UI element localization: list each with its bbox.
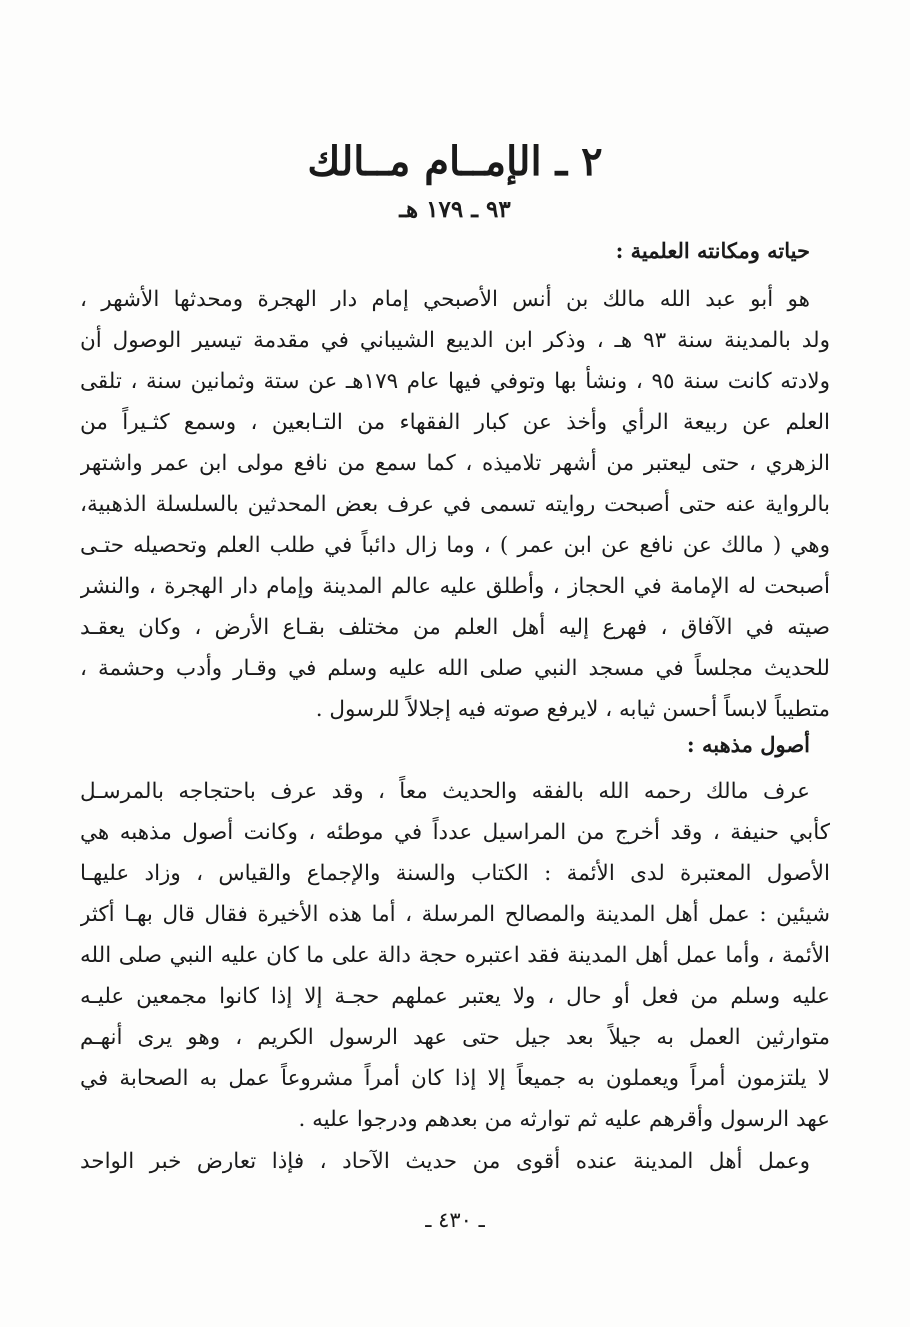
paragraph-line: للحديث مجلساً في مسجد النبي صلى الله عليه وسلم في وقـار وأدب وحشمة ، [80, 656, 830, 681]
paragraph-line: الأئمة ، وأما عمل أهل المدينة فقد اعتبره حجة دالة على ما كان عليه النبي صلى الله [80, 943, 830, 968]
paragraph-line: وهي ( مالك عن نافع عن ابن عمر ) ، وما زال دائباً في طلب العلم وتحصيله حتـى [80, 533, 830, 558]
paragraph-line: لا يلتزمون أمراً ويعملون به جميعاً إلا إذا كان أمراً مشروعاً عمل به الصحابة في [80, 1066, 830, 1091]
paragraph-line: صيته في الآفاق ، فهرع إليه أهل العلم من مختلف بقـاع الأرض ، وكان يعقـد [80, 615, 830, 640]
chapter-title: ٢ ـ الإمــام مــالك [307, 138, 603, 185]
chapter-dates: ٩٣ ـ ١٧٩ هـ [399, 196, 511, 223]
paragraph-line: عرف مالك رحمه الله بالفقه والحديث معاً ، وقد عرف باحتجاجه بالمرسـل [80, 779, 810, 804]
paragraph-line: عليه وسلم من فعل أو حال ، ولا يعتبر عملهم حجـة إلا إذا كانوا مجمعين عليـه [80, 984, 830, 1009]
paragraph-line: الأصول المعتبرة لدى الأئمة : الكتاب والسنة والإجماع والقياس ، وزاد عليهـا [80, 861, 830, 886]
paragraph-line: بالرواية عنه حتى أصبحت روايته تسمى في عرف بعض المحدثين بالسلسلة الذهبية، [80, 492, 830, 517]
page-number: ـ ٤٣٠ ـ [425, 1208, 485, 1232]
paragraph-line: الزهري ، حتى ليعتبر من أشهر تلاميذه ، كما سمع من نافع مولى ابن عمر واشتهر [80, 451, 830, 476]
paragraph-line: عهد الرسول وأقرهم عليه ثم توارثه من بعدهم ودرجوا عليه . [298, 1107, 830, 1132]
paragraph-line: العلم عن ربيعة الرأي وأخذ عن كبار الفقهاء من التـابعين ، وسمع كثـيراً من [80, 410, 830, 435]
paragraph-line: وعمل أهل المدينة عنده أقوى من حديث الآحاد ، فإذا تعارض خبر الواحد [80, 1149, 810, 1174]
paragraph-line: هو أبو عبد الله مالك بن أنس الأصبحي إمام دار الهجرة ومحدثها الأشهر ، [80, 287, 810, 312]
paragraph-line: ولد بالمدينة سنة ٩٣ هـ ، وذكر ابن الديبع الشيباني في مقدمة تيسير الوصول أن [80, 328, 830, 353]
paragraph-line: متطيباً لابساً أحسن ثيابه ، لايرفع صوته فيه إجلالاً للرسول . [315, 697, 830, 722]
paragraph-line: كأبي حنيفة ، وقد أخرج من المراسيل عدداً في موطئه ، وكانت أصول مذهبه هي [80, 820, 830, 845]
paragraph-line: ولادته كانت سنة ٩٥ ، ونشأ بها وتوفي فيها عام ١٧٩هـ عن ستة وثمانين سنة ، تلقى [80, 369, 830, 394]
section-heading-foundations: أصول مذهبه : [686, 732, 810, 757]
paragraph-line: متوارثين العمل به جيلاً بعد جيل حتى عهد الرسول الكريم ، وهو يرى أنهـم [80, 1025, 830, 1050]
section-heading-life: حياته ومكانته العلمية : [615, 238, 810, 263]
paragraph-line: شيئين : عمل أهل المدينة والمصالح المرسلة ، أما هذه الأخيرة فقال قال بهـا أكثر [80, 902, 830, 927]
paragraph-line: أصبحت له الإمامة في الحجاز ، وأطلق عليه عالم المدينة وإمام دار الهجرة ، والنشر [80, 574, 830, 599]
